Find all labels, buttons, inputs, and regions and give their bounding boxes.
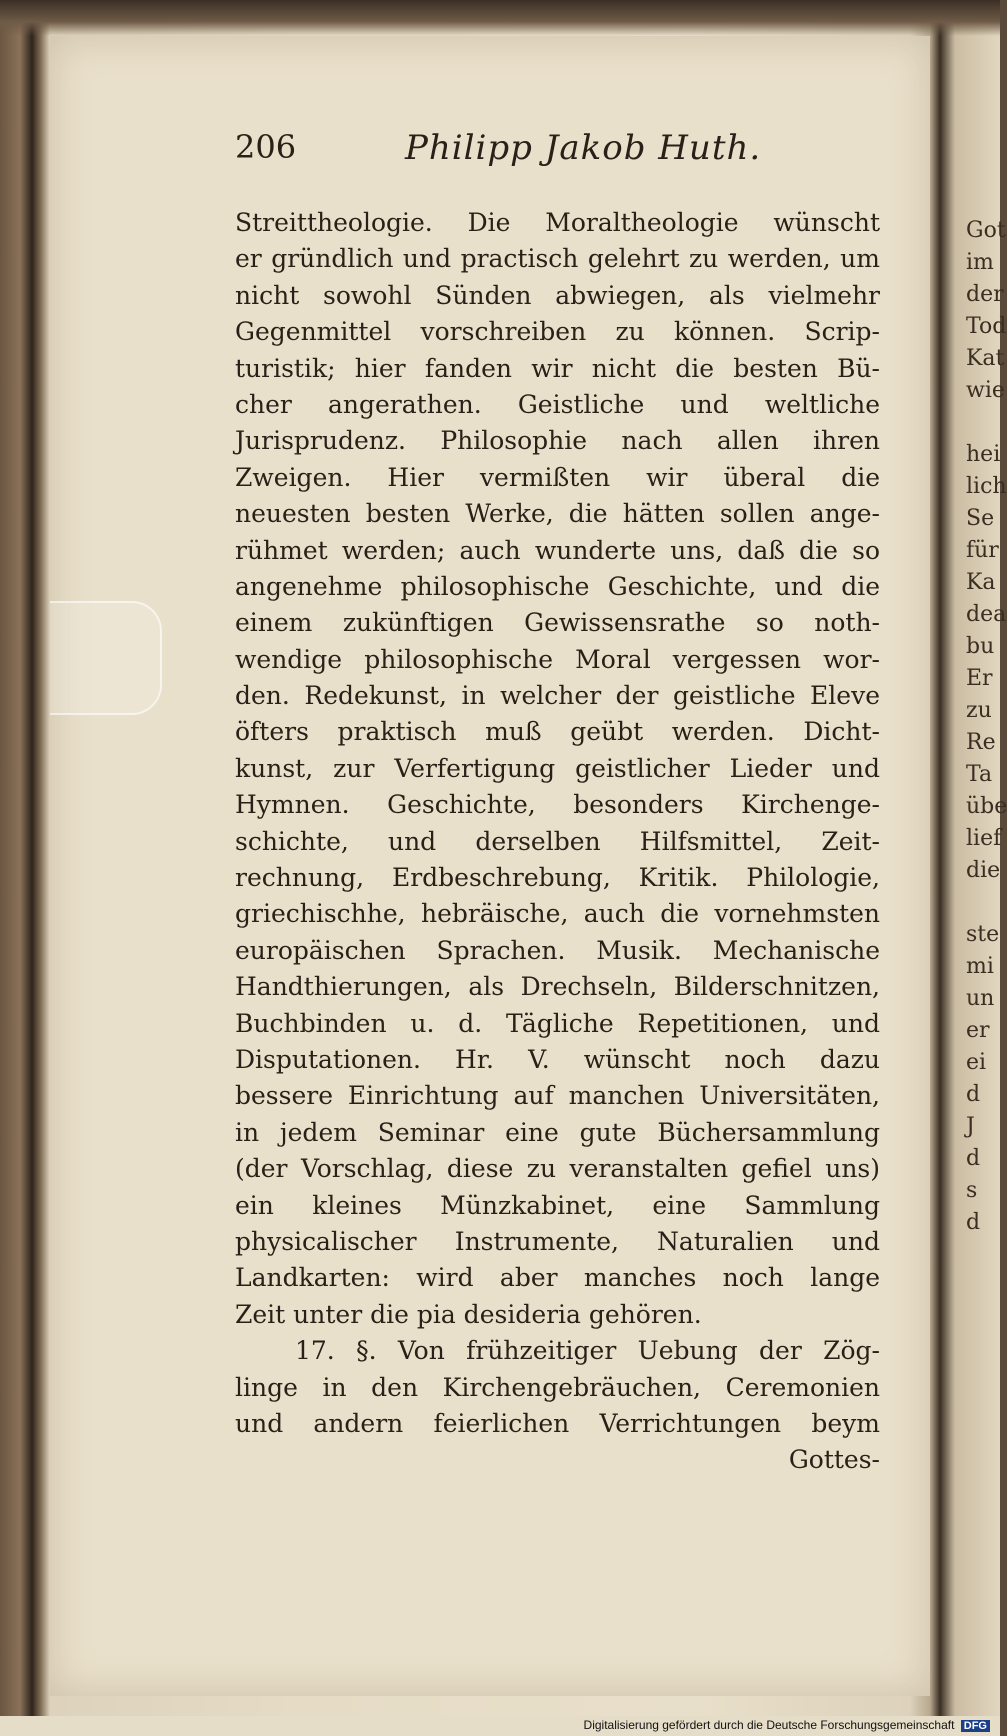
margin-fragment: er <box>966 1018 990 1043</box>
text-line: Streittheologie. Die Moraltheologie wünscht <box>235 208 880 237</box>
margin-fragment: J <box>966 1114 975 1139</box>
text-line: neuesten besten Werke, die hätten sollen ange- <box>235 499 880 529</box>
text-line: Hymnen. Geschichte, besonders Kirchenge- <box>235 790 880 820</box>
section-heading-line: und andern feierlichen Verrichtungen beym <box>235 1408 880 1438</box>
page-number: 206 <box>235 128 297 166</box>
text-line: angenehme philosophische Geschichte, und die <box>235 571 880 601</box>
page-header <box>235 128 875 178</box>
margin-fragment: Ka <box>966 570 996 595</box>
adjacent-page-fragments <box>966 215 1007 1239</box>
text-line: cher angerathen. Geistliche und weltliche <box>235 389 880 419</box>
text-line: europäischen Sprachen. Musik. Mechanische <box>235 935 880 965</box>
margin-fragment: d <box>966 1082 981 1107</box>
text-line: Handthierungen, als Drechseln, Bilderschnitzen, <box>235 972 880 1002</box>
text-line: nicht sowohl Sünden abwiegen, als vielmehr <box>235 280 880 310</box>
running-head: Philipp Jakob Huth. <box>405 128 762 168</box>
margin-fragment: ei <box>966 1050 987 1075</box>
credit-text: Digitalisierung gefördert durch die Deutsche Forschungsgemeinschaft <box>583 1718 955 1732</box>
margin-fragment: hei <box>966 442 1001 467</box>
text-line: Landkarten: wird aber manches noch lange <box>235 1263 880 1293</box>
margin-fragment: übe <box>966 794 1007 819</box>
text-line: (der Vorschlag, diese zu veranstalten gefiel uns) <box>235 1154 880 1184</box>
margin-fragment: d <box>966 1146 981 1171</box>
text-line: Buchbinden u. d. Tägliche Repetitionen, und <box>235 1008 880 1038</box>
margin-fragment: im <box>966 250 994 275</box>
section-heading-line: 17. §. Von frühzeitiger Uebung der Zög- <box>295 1336 880 1366</box>
text-line: ein kleines Münzkabinet, eine Sammlung <box>235 1190 880 1220</box>
text-line: Zeit unter die pia desideria gehören. <box>235 1299 702 1329</box>
margin-fragment: für <box>966 538 999 563</box>
text-line: einem zukünftigen Gewissensrathe so noth- <box>235 608 880 638</box>
margin-fragment: d <box>966 1210 981 1235</box>
text-line: in jedem Seminar eine gute Büchersammlung <box>235 1117 880 1147</box>
margin-fragment: Er <box>966 666 993 691</box>
margin-fragment: Kat <box>966 346 1005 371</box>
text-line: turistik; hier fanden wir nicht die besten Bü- <box>235 353 880 383</box>
text-line: rühmet werden; auch wunderte uns, daß die so <box>235 535 880 565</box>
margin-fragment: zu <box>966 698 992 723</box>
text-line: bessere Einrichtung auf manchen Universitäten, <box>235 1081 880 1111</box>
text-line: griechischhe, hebräische, auch die vornehmsten <box>235 899 880 929</box>
text-line: wendige philosophische Moral vergessen wor- <box>235 644 880 674</box>
section-heading-line: linge in den Kirchengebräuchen, Ceremonien <box>235 1372 880 1402</box>
margin-fragment: lich <box>966 474 1007 499</box>
text-line: schichte, und derselben Hilfsmittel, Zeit- <box>235 826 880 856</box>
digitization-credit <box>584 1718 990 1732</box>
margin-fragment <box>966 407 1000 439</box>
margin-fragment: bu <box>966 634 995 659</box>
margin-fragment: lief <box>966 826 1002 851</box>
text-line: Gegenmittel vorschreiben zu können. Scrip- <box>235 317 880 347</box>
book-top-edge <box>0 0 1000 36</box>
body-text <box>235 205 880 1479</box>
margin-fragment: die <box>966 858 1001 883</box>
text-line: rechnung, Erdbeschrebung, Kritik. Philologie, <box>235 863 880 893</box>
text-line: er gründlich und practisch gelehrt zu werden, um <box>235 244 880 274</box>
margin-fragment: der <box>966 282 1004 307</box>
margin-fragment: mi <box>966 954 994 979</box>
catchword: Gottes- <box>788 1445 880 1475</box>
margin-fragment: Tod <box>966 314 1007 339</box>
margin-fragment: Ta <box>966 762 993 787</box>
margin-fragment: Got <box>966 218 1006 243</box>
text-line: Jurisprudenz. Philosophie nach allen ihren <box>235 426 880 456</box>
margin-fragment: s <box>966 1178 978 1203</box>
dfg-logo: DFG <box>961 1720 990 1732</box>
margin-fragment: un <box>966 986 995 1011</box>
text-line: physicalischer Instrumente, Naturalien und <box>235 1226 880 1256</box>
margin-fragment: Se <box>966 506 995 531</box>
text-line: den. Redekunst, in welcher der geistliche Eleve <box>235 681 880 711</box>
text-line: öfters praktisch muß geübt werden. Dicht- <box>235 717 880 747</box>
margin-fragment <box>966 887 1000 919</box>
page-clip <box>50 601 162 715</box>
text-line: kunst, zur Verfertigung geistlicher Lieder und <box>235 753 880 783</box>
margin-fragment: wie <box>966 378 1005 403</box>
text-line: Zweigen. Hier vermißten wir überal die <box>235 462 880 492</box>
margin-fragment: dea <box>966 602 1007 627</box>
margin-fragment: Re <box>966 730 996 755</box>
text-line: Disputationen. Hr. V. wünscht noch dazu <box>235 1044 880 1074</box>
margin-fragment: ste <box>966 922 1000 947</box>
